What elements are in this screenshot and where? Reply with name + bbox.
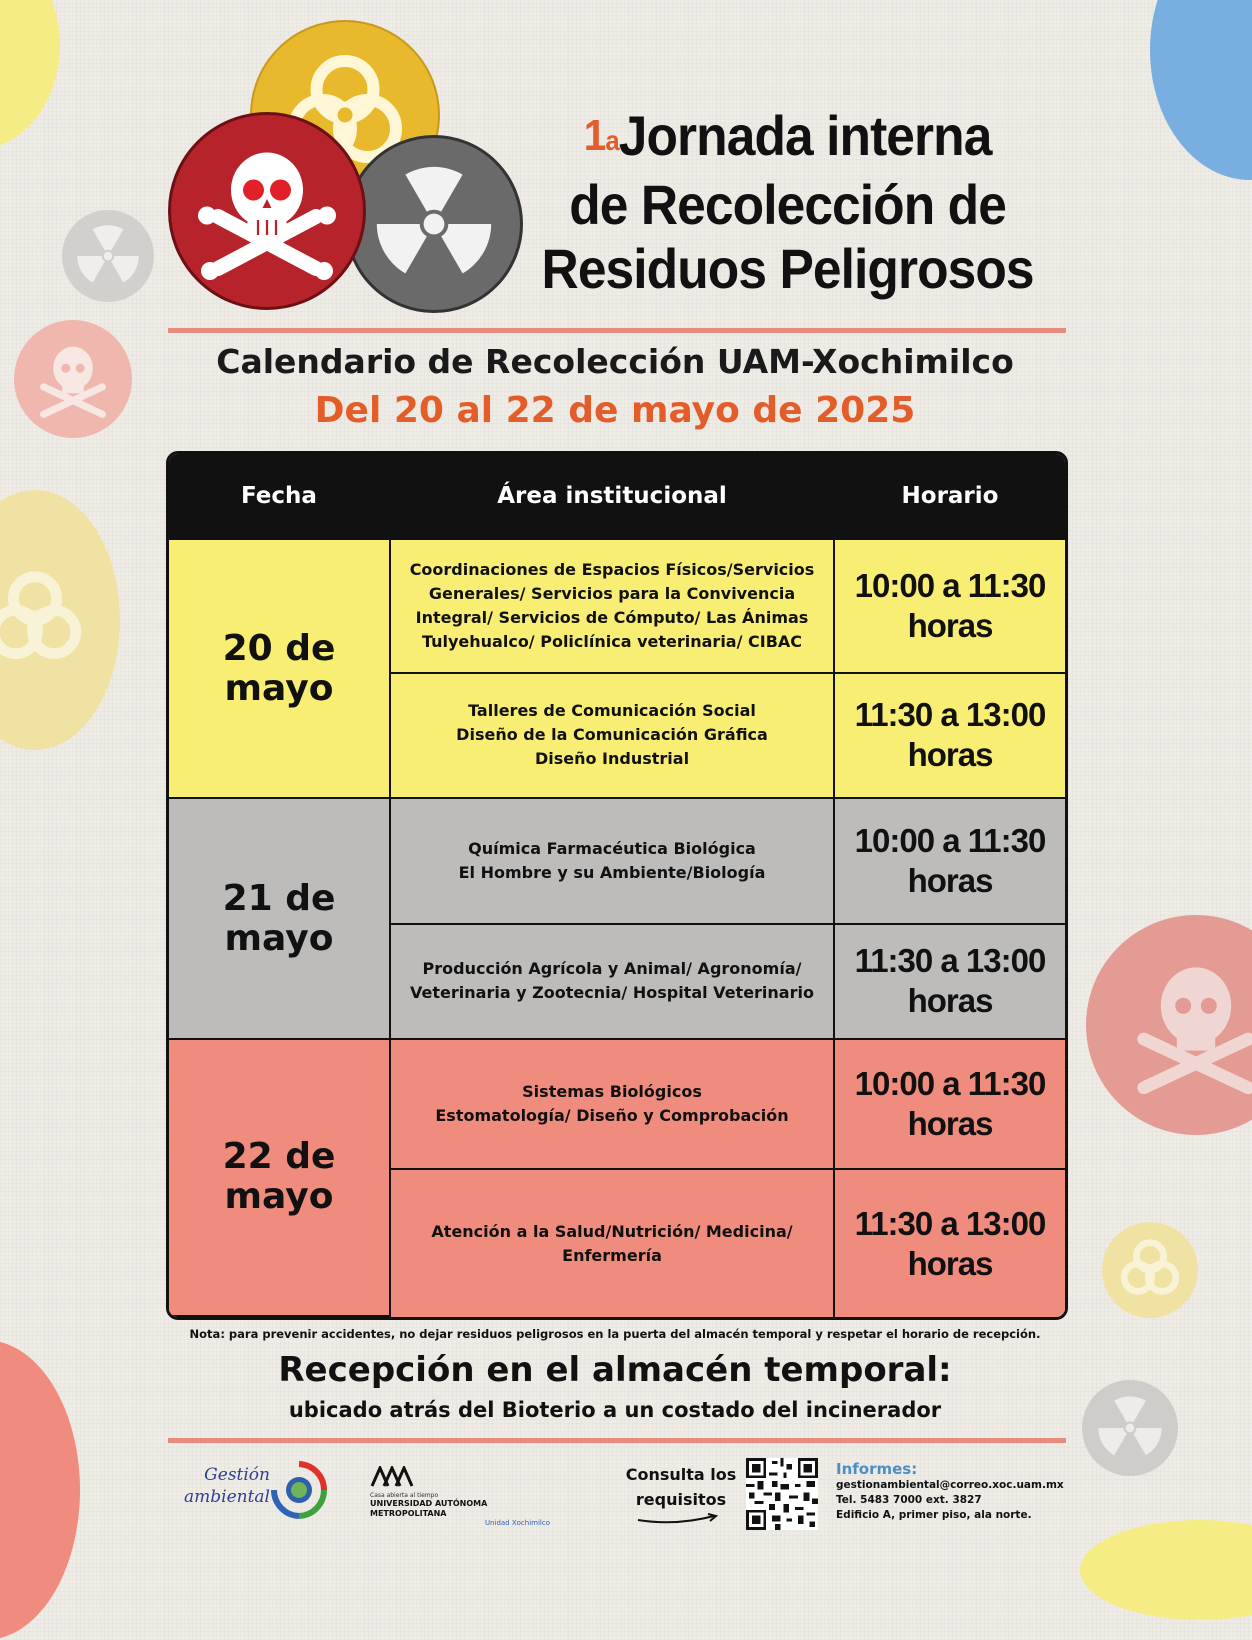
time-cell: 10:00 a 11:30 horas [835,799,1065,924]
yellow-bottom-blob [1080,1520,1252,1620]
radiation-emblem [345,135,523,313]
biohazard-icon-right [1102,1222,1198,1318]
yellow-corner-blob [0,0,60,150]
radiation-icon [62,210,154,302]
biohazard-icon [0,490,120,750]
informes-label: Informes: [836,1460,918,1478]
gestion-ambiental-logo [170,1460,330,1524]
title-ordinal: 1a [583,111,619,160]
area-cell: Atención a la Salud/Nutrición/ Medicina/ Enfermería [391,1170,835,1317]
contact-info [836,1460,1086,1523]
safety-note: Nota: para prevenir accidentes, no dejar residuos peligrosos en la puerta del almacén temporal y respetar el horario de recepción. [189,1327,1041,1341]
title-line-3: Residuos Peligrosos [541,237,1034,300]
blue-corner-blob [1150,0,1252,180]
area-cell: Producción Agrícola y Animal/ Agronomía/ Veterinaria y Zootecnia/ Hospital Veterinario [391,925,835,1040]
arrow-icon [636,1512,720,1526]
salmon-corner-blob [0,1340,80,1640]
logo-gestion-text: Gestión [204,1465,270,1485]
date-cell-21: 21 de mayo [169,799,391,1040]
bottom-divider [168,1438,1066,1443]
date-cell-20: 20 de mayo [169,540,391,799]
page-title [530,104,1045,301]
calendar-subtitle: Calendario de Recolección UAM-Xochimilco [216,342,1014,381]
date-range: Del 20 al 22 de mayo de 2025 [314,390,916,431]
time-cell: 10:00 a 11:30 horas [835,540,1065,673]
table-row [169,1040,1065,1170]
table-row [169,540,1065,673]
qr-code[interactable] [746,1458,818,1530]
skull-emblem [168,112,366,310]
contact-phone: Tel. 5483 7000 ext. 3827 [836,1494,982,1506]
reception-location: ubicado atrás del Bioterio a un costado del incinerador [288,1398,942,1422]
title-line-2: de Recolección de [569,173,1006,236]
table-row [169,799,1065,924]
radiation-icon-right [1082,1380,1178,1476]
time-cell: 10:00 a 11:30 horas [835,1040,1065,1170]
uam-tagline: Casa abierta al tiempo [370,1492,439,1499]
header-fecha: Fecha [169,454,391,540]
skull-icon [14,320,132,438]
area-cell: Sistemas Biológicos Estomatología/ Diseño y Comprobación [391,1040,835,1170]
skull-icon-right [1086,915,1252,1135]
header-horario: Horario [835,454,1065,540]
uam-emblem-icon [370,1466,414,1488]
time-cell: 11:30 a 13:00 horas [835,925,1065,1040]
table-header-row [169,454,1065,540]
uam-name: UNIVERSIDAD AUTÓNOMA METROPOLITANA [370,1499,488,1518]
area-cell: Coordinaciones de Espacios Físicos/Servicios Generales/ Servicios para la Convivencia Integral/ Servicios de Cómputo/ Las Ánimas Tulyehualco/ Policlínica veterinaria/ CIBAC [391,540,835,673]
header-area: Área institucional [391,454,835,540]
top-divider [168,328,1066,333]
reception-heading: Recepción en el almacén temporal: [278,1350,952,1390]
uam-logo [370,1466,550,1527]
consult-requirements: Consulta los requisitos [625,1465,737,1509]
contact-building: Edificio A, primer piso, ala norte. [836,1509,1032,1521]
gestion-ambiental-emblem-icon [270,1460,328,1520]
contact-email[interactable]: gestionambiental@correo.xoc.uam.mx [836,1479,1064,1491]
schedule-table [166,451,1068,1320]
title-line-1: Jornada interna [618,104,992,167]
time-cell: 11:30 a 13:00 horas [835,1170,1065,1317]
area-cell: Química Farmacéutica Biológica El Hombre y su Ambiente/Biología [391,799,835,924]
area-cell: Talleres de Comunicación Social Diseño de la Comunicación Gráfica Diseño Industrial [391,674,835,799]
uam-unit: Unidad Xochimilco [484,1519,550,1527]
logo-ambiental-text: ambiental [184,1487,270,1507]
date-cell-22: 22 de mayo [169,1040,391,1317]
time-cell: 11:30 a 13:00 horas [835,674,1065,799]
